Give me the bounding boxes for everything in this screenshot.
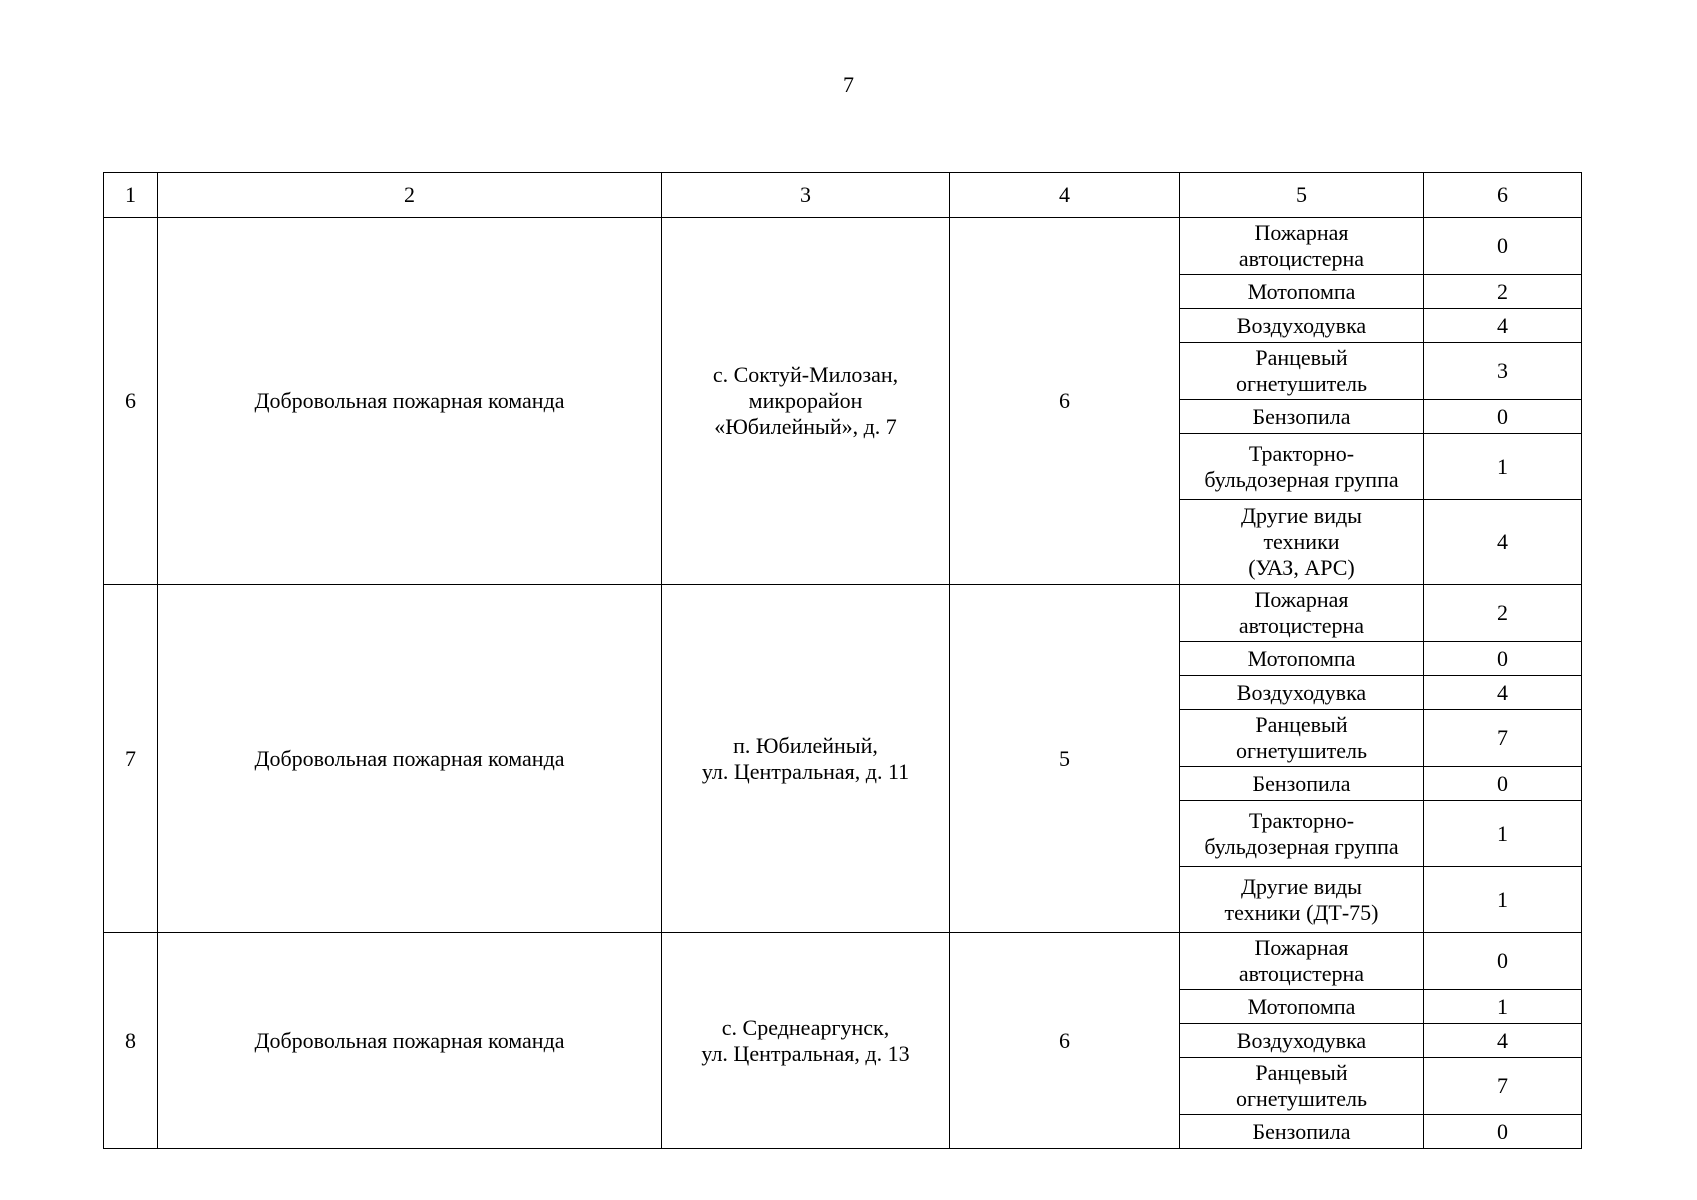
equipment-type-cell: Мотопомпа	[1180, 642, 1424, 676]
header-cell-col-4: 4	[950, 173, 1180, 218]
header-cell-col-5: 5	[1180, 173, 1424, 218]
personnel-count-cell: 5	[950, 585, 1180, 933]
equipment-count-cell: 2	[1424, 585, 1582, 642]
organization-name-cell: Добровольная пожарная команда	[158, 585, 662, 933]
equipment-type-cell: Ранцевый огнетушитель	[1180, 710, 1424, 767]
equipment-count-cell: 7	[1424, 710, 1582, 767]
row-number-cell: 6	[104, 218, 158, 585]
equipment-type-cell: Пожарная автоцистерна	[1180, 218, 1424, 275]
address-cell: с. Соктуй-Милозан, микрорайон «Юбилейный», д. 7	[662, 218, 950, 585]
equipment-count-cell: 0	[1424, 767, 1582, 801]
equipment-count-cell: 4	[1424, 1024, 1582, 1058]
equipment-type-cell: Воздуходувка	[1180, 1024, 1424, 1058]
equipment-table	[103, 172, 1582, 1149]
equipment-type-cell: Бензопила	[1180, 400, 1424, 434]
equipment-type-cell: Ранцевый огнетушитель	[1180, 1058, 1424, 1115]
equipment-type-cell: Бензопила	[1180, 767, 1424, 801]
equipment-count-cell: 1	[1424, 801, 1582, 867]
equipment-count-cell: 4	[1424, 309, 1582, 343]
equipment-type-cell: Ранцевый огнетушитель	[1180, 343, 1424, 400]
equipment-count-cell: 4	[1424, 500, 1582, 585]
equipment-count-cell: 0	[1424, 642, 1582, 676]
equipment-count-cell: 1	[1424, 990, 1582, 1024]
equipment-count-cell: 0	[1424, 1115, 1582, 1149]
organization-name-cell: Добровольная пожарная команда	[158, 933, 662, 1149]
page-number: 7	[843, 72, 854, 97]
equipment-count-cell: 2	[1424, 275, 1582, 309]
table-body	[104, 173, 1582, 1149]
row-number-cell: 7	[104, 585, 158, 933]
equipment-type-cell: Тракторно- бульдозерная группа	[1180, 801, 1424, 867]
address-cell: п. Юбилейный, ул. Центральная, д. 11	[662, 585, 950, 933]
address-cell: с. Среднеаргунск, ул. Центральная, д. 13	[662, 933, 950, 1149]
equipment-type-cell: Другие виды техники (ДТ-75)	[1180, 867, 1424, 933]
header-row	[104, 173, 1582, 218]
organization-name-cell: Добровольная пожарная команда	[158, 218, 662, 585]
header-cell-col-1: 1	[104, 173, 158, 218]
equipment-type-cell: Пожарная автоцистерна	[1180, 585, 1424, 642]
table-row	[104, 933, 1582, 990]
personnel-count-cell: 6	[950, 218, 1180, 585]
equipment-count-cell: 4	[1424, 676, 1582, 710]
equipment-type-cell: Пожарная автоцистерна	[1180, 933, 1424, 990]
table-row	[104, 585, 1582, 642]
header-cell-col-2: 2	[158, 173, 662, 218]
equipment-count-cell: 7	[1424, 1058, 1582, 1115]
equipment-count-cell: 0	[1424, 400, 1582, 434]
table-row	[104, 218, 1582, 275]
equipment-count-cell: 0	[1424, 218, 1582, 275]
header-cell-col-3: 3	[662, 173, 950, 218]
equipment-count-cell: 1	[1424, 867, 1582, 933]
personnel-count-cell: 6	[950, 933, 1180, 1149]
equipment-type-cell: Мотопомпа	[1180, 990, 1424, 1024]
equipment-count-cell: 3	[1424, 343, 1582, 400]
equipment-type-cell: Воздуходувка	[1180, 309, 1424, 343]
equipment-type-cell: Воздуходувка	[1180, 676, 1424, 710]
row-number-cell: 8	[104, 933, 158, 1149]
header-cell-col-6: 6	[1424, 173, 1582, 218]
equipment-type-cell: Тракторно- бульдозерная группа	[1180, 434, 1424, 500]
equipment-count-cell: 0	[1424, 933, 1582, 990]
equipment-type-cell: Другие виды техники (УАЗ, АРС)	[1180, 500, 1424, 585]
equipment-type-cell: Бензопила	[1180, 1115, 1424, 1149]
equipment-type-cell: Мотопомпа	[1180, 275, 1424, 309]
equipment-count-cell: 1	[1424, 434, 1582, 500]
